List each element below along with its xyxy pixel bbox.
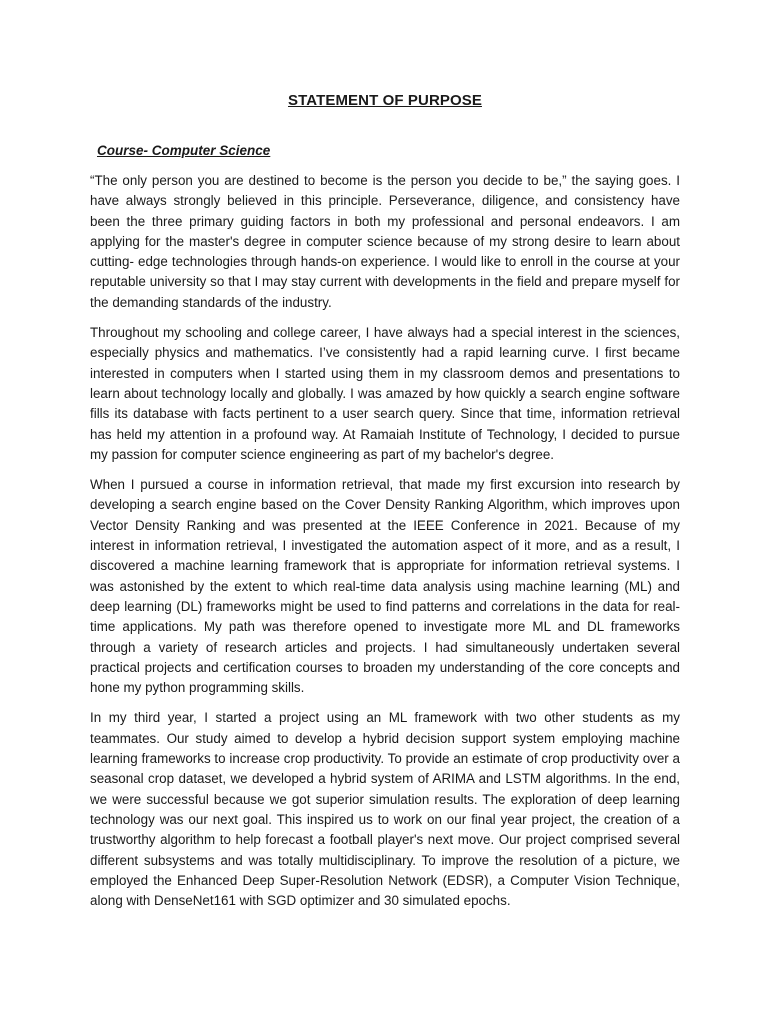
- course-label: Course- Computer Science: [97, 143, 271, 158]
- paragraph-3: When I pursued a course in information retrieval, that made my first excursion into research by developing a search engine based on the Cover Density Ranking Algorithm, which improves upon Vector Density Ranking and was presented at the IEEE Conference in 2021. Because of my interest in information retrieval, I investigated the automation aspect of it more, and as a result, I discovered a machine learning framework that is appropriate for information retrieval systems. I was astonished by the extent to which real-time data analysis using machine learning (ML) and deep learning (DL) frameworks might be used to find patterns and correlations in the data for real- time applications. My path was therefore opened to investigate more ML and DL frameworks through a variety of research articles and projects. I had simultaneously undertaken several practical projects and certification courses to broaden my understanding of the core concepts and hone my python programming skills.: [90, 477, 680, 696]
- paragraph-4: In my third year, I started a project using an ML framework with two other students as my teammates. Our study aimed to develop a hybrid decision support system employing machine learning frameworks to increase crop productivity. To provide an estimate of crop productivity over a seasonal crop dataset, we developed a hybrid system of ARIMA and LSTM algorithms. In the end, we were successful because we got superior simulation results. The exploration of deep learning technology was our next goal. This inspired us to work on our final year project, the creation of a trustworthy algorithm to help forecast a football player's next move. Our project comprised several different subsystems and was totally multidisciplinary. To improve the resolution of a picture, we employed the Enhanced Deep Super-Resolution Network (EDSR), a Computer Vision Technique, along with DenseNet161 with SGD optimizer and 30 simulated epochs.: [90, 710, 680, 909]
- page-title: STATEMENT OF PURPOSE: [288, 92, 482, 109]
- paragraph-2: Throughout my schooling and college career, I have always had a special interest in the sciences, especially physics and mathematics. I’ve consistently had a rapid learning curve. I first became interested in computers when I started using them in my classroom demos and presentations to learn about technology locally and globally. I was amazed by how quickly a search engine software fills its database with facts pertinent to a user search query. Since that time, information retrieval has held my attention in a profound way. At Ramaiah Institute of Technology, I decided to pursue my passion for computer science engineering as part of my bachelor's degree.: [90, 325, 680, 462]
- paragraph-1: “The only person you are destined to become is the person you decide to be,” the saying goes. I have always strongly believed in this principle. Perseverance, diligence, and consistency have been the three primary guiding factors in both my professional and personal endeavors. I am applying for the master's degree in computer science because of my strong desire to learn about cutting- edge technologies through hands-on experience. I would like to enroll in the course at your reputable university so that I may stay current with developments in the field and prepare myself for the demanding standards of the industry.: [90, 173, 680, 310]
